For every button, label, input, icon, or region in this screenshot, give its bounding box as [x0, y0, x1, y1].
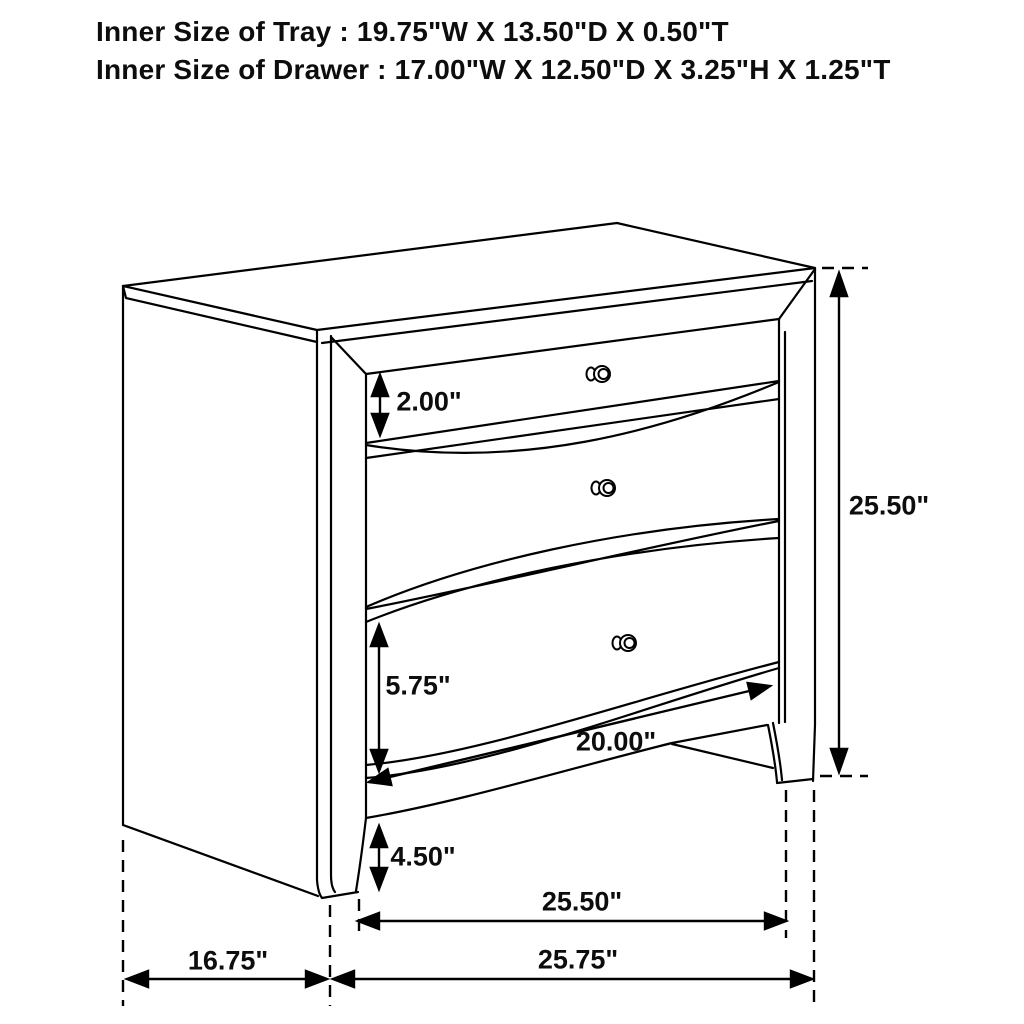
- right-leg: [768, 723, 813, 783]
- dimension-label-top-drawer-height: 2.00": [396, 386, 462, 417]
- drawer-knob-icon: [592, 480, 616, 496]
- nightstand-outline: [123, 223, 815, 898]
- extension-lines: [123, 268, 868, 1006]
- dimension-label-overall-width: 25.75": [537, 944, 619, 975]
- left-leg: [356, 818, 366, 891]
- front-left-stile: [317, 330, 358, 898]
- drawer-knob-icon: [587, 366, 611, 382]
- drawer-knob-icon: [613, 635, 637, 651]
- dimension-label-overall-height: 25.50": [848, 490, 930, 521]
- header-drawer-size: Inner Size of Drawer : 17.00"W X 12.50"D X 3.25"H X 1.25"T: [96, 54, 891, 85]
- right-leg-brace: [672, 725, 773, 768]
- dimension-label-side-depth: 16.75": [187, 945, 269, 976]
- top-surface: [123, 223, 815, 330]
- left-side-panel: [123, 286, 318, 896]
- header-tray-size: Inner Size of Tray : 19.75"W X 13.50"D X 0.50"T: [96, 16, 729, 47]
- arrow-top-drawer-height: [372, 375, 388, 435]
- dimension-label-base-height: 4.50": [390, 841, 456, 872]
- dimension-label-front-width: 25.50": [541, 886, 623, 917]
- dimension-arrows: [127, 273, 847, 987]
- top-rail-bevel: [331, 269, 815, 374]
- arrow-base-height: [371, 826, 387, 889]
- arrow-overall-height: [831, 273, 847, 772]
- drawer2-bottom-lip: [366, 519, 779, 622]
- dimension-label-lower-drawer-height: 5.75": [385, 670, 451, 701]
- front-right-stile: [813, 268, 815, 781]
- dimension-label-drawer-front-width: 20.00": [575, 726, 657, 757]
